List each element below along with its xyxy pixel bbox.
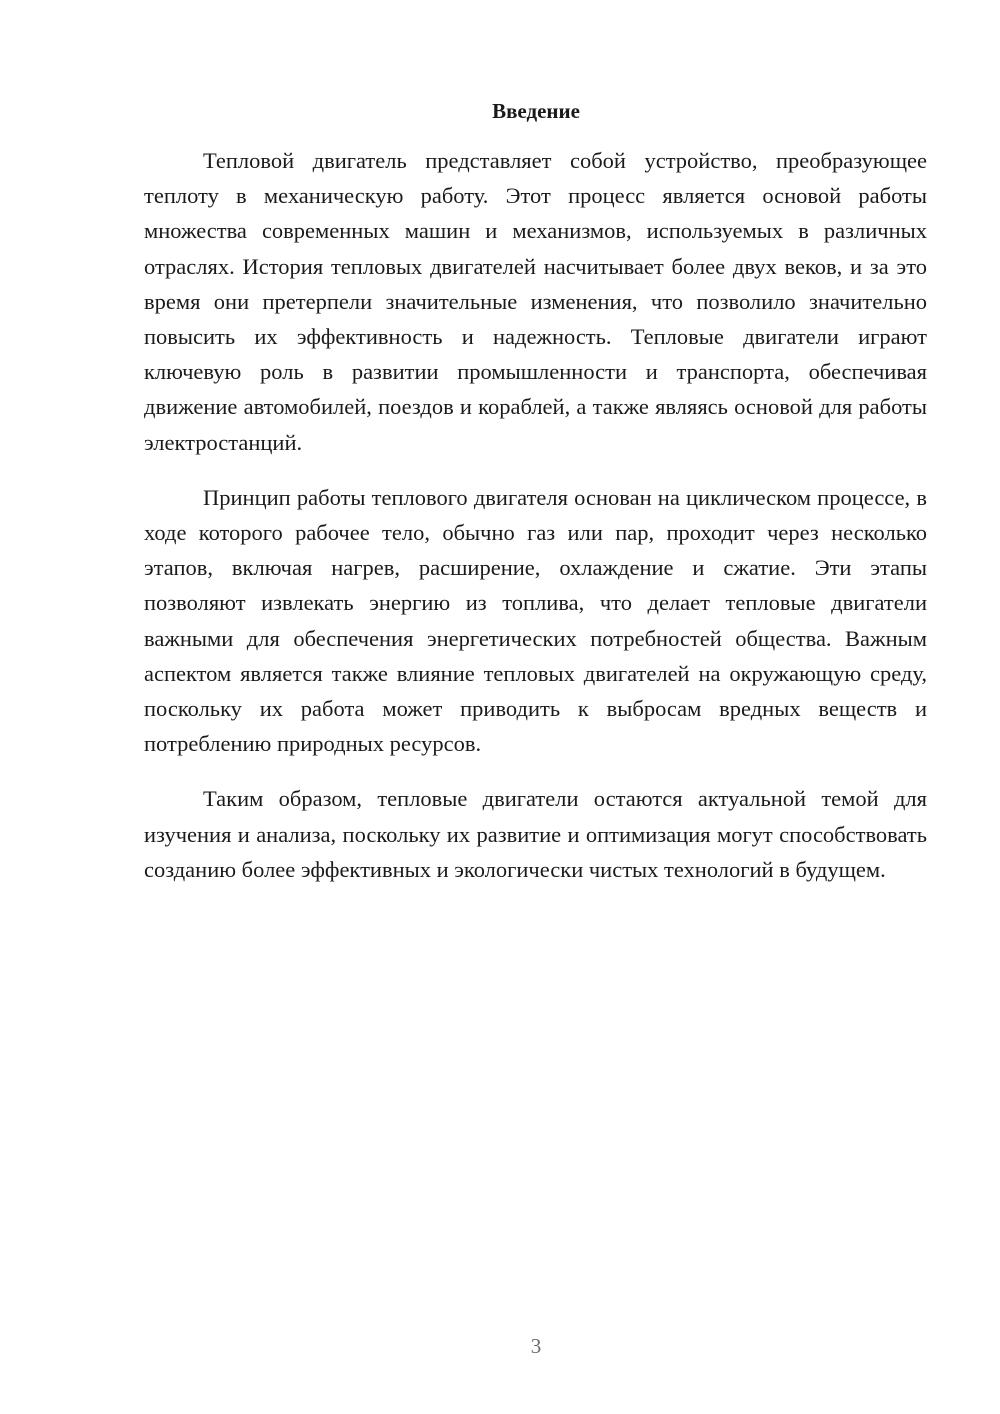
document-body [144,143,927,907]
paragraph-1: Тепловой двигатель представляет собой устройство, преобразующее теплоту в механическую работу. Этот процесс является основой работы множества современных машин и механизмов, используемых в различных отраслях. История тепловых двигателей насчитывает более двух веков, и за это время они претерпели значительные изменения, что позволило значительно повысить их эффективность и надежность. Тепловые двигатели играют ключевую роль в развитии промышленности и транспорта, обеспечивая движение автомобилей, поездов и кораблей, а также являясь основой для работы электростанций. [144,148,927,455]
paragraph-2: Принцип работы теплового двигателя основан на циклическом процессе, в ходе которого рабочее тело, обычно газ или пар, проходит через несколько этапов, включая нагрев, расширение, охлаждение и сжатие. Эти этапы позволяют извлекать энергию из топлива, что делает тепловые двигатели важными для обеспечения энергетических потребностей общества. Важным аспектом является также влияние тепловых двигателей на окружающую среду, поскольку их работа может приводить к выбросам вредных веществ и потреблению природных ресурсов. [144,484,927,757]
paragraph-3: Таким образом, тепловые двигатели остаются актуальной темой для изучения и анализа, поскольку их развитие и оптимизация могут способствовать созданию более эффективных и экологически чистых технологий в будущем. [144,786,927,882]
section-title: Введение [492,99,580,123]
page-number: 3 [530,1334,542,1358]
